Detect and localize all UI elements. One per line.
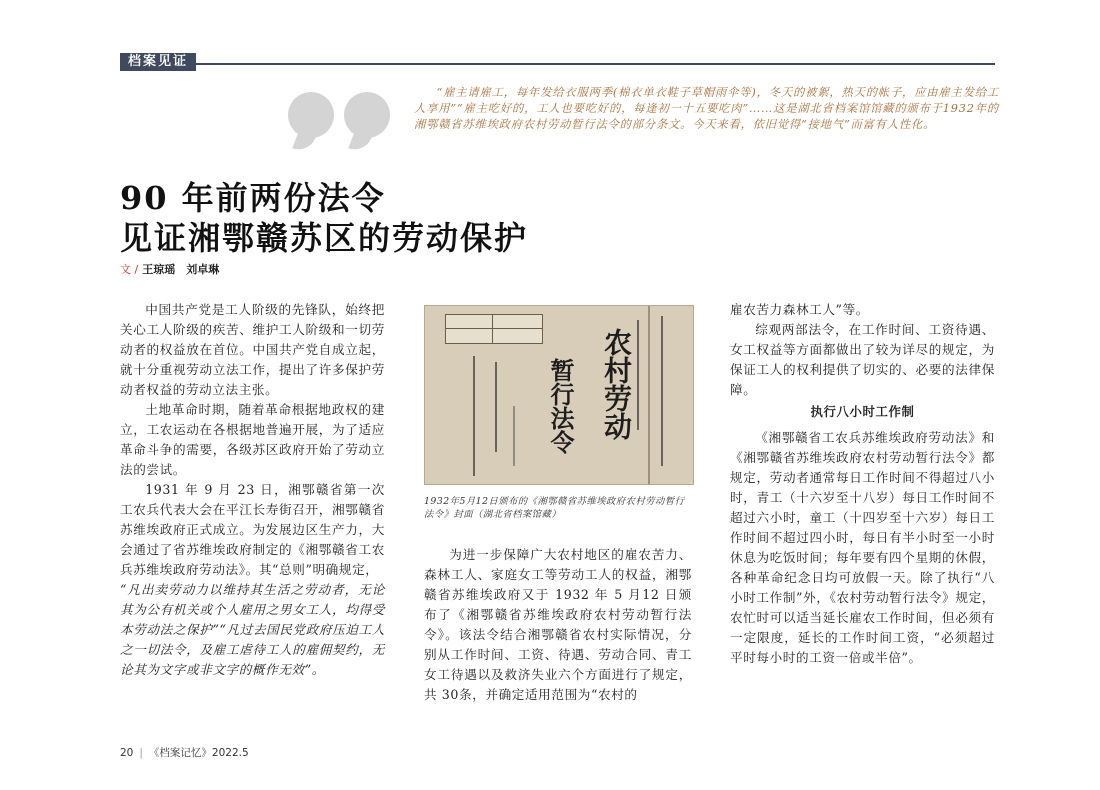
section-tag: 档案见证 [120, 53, 196, 71]
ink-column [637, 320, 639, 430]
section-rule [120, 63, 995, 65]
paragraph: 为进一步保障广大农村地区的雇农苦力、森林工人、家庭女工等劳动工人的权益，湘鄂赣省苏维埃政府又于 1932 年 5 月12 日颁布了《湘鄂赣省苏维埃政府农村劳动暂行法令》。该法令结合湘鄂赣省农村实际情况，分别从工作时间、工资、待遇、劳动合同、青工女工待遇以及救济失业六个方面进行了规定，共 30条，并确定适用范围为“农村的 [424, 547, 692, 702]
title-line-1: 90 年前两份法令 [120, 179, 386, 217]
column-3 [730, 300, 995, 668]
column-2 [424, 545, 692, 705]
paragraph: 1931 年 9 月 23 日，湘鄂赣省第一次工农兵代表大会在平江长寿街召开，湘鄂赣省苏维埃政府正式成立。为发展边区生产力，大会通过了省苏维埃政府制定的《湘鄂赣省工农兵苏维埃政府劳动法》。其“总则”明确规定， [120, 482, 385, 577]
page-number: 20 [120, 747, 134, 759]
book-spine [648, 306, 650, 484]
column-1 [120, 300, 385, 680]
paragraph: 《湘鄂赣省工农兵苏维埃政府劳动法》和《湘鄂赣省苏维埃政府农村劳动暂行法令》都规定，劳动者通常每日工作时间不得超过八小时，青工（十六岁至十八岁）每日工作时间不超过六小时，童工（十四岁至十六岁）每日工作时间不超过四小时，每日有半小时至一小时休息为吃饭时间；每年要有四个星期的休假，各种革命纪念日均可放假一天。除了执行“八小时工作制”外，《农村劳动暂行法令》规定，农忙时可以适当延长雇农工作时间，但必须有一定限度，延长的工作时间工资，“必须超过平时每小时的工资一倍或半倍”。 [730, 430, 995, 665]
document-cover-photo [424, 305, 694, 485]
ink-column [661, 316, 663, 466]
page-footer: 20 | 《档案记忆》2022.5 [120, 747, 249, 759]
paragraph: 土地革命时期，随着革命根据地政权的建立，工农运动在各根据地普遍开展，为了适应革命斗争的需要，各级苏区政府开始了劳动立法的尝试。 [120, 402, 385, 477]
ink-column [495, 362, 497, 452]
ink-column [513, 406, 515, 466]
magazine-issue: 《档案记忆》2022.5 [148, 747, 249, 759]
archive-stamp [445, 314, 543, 344]
quote-mark-icon [344, 92, 390, 138]
paragraph-continued: 雇农苦力森林工人”等。 [730, 302, 869, 317]
ink-column [473, 356, 475, 476]
byline-authors: 王琼瑶 刘卓琳 [142, 263, 220, 276]
paragraph-quote: “凡出卖劳动力以维持其生活之劳动者，无论其为公有机关或个人雇用之男女工人，均得受本劳动法之保护”“凡过去国民党政府压迫工人之一切法令，及雇工虐待工人的雇佣契约，无论其为文字或非文字的概作无效”。 [120, 582, 385, 677]
photo-caption: 1932年5月12日颁布的《湘鄂赣省苏维埃政府农村劳动暂行法令》封面（湖北省档案馆藏） [424, 496, 685, 520]
section-subhead: 执行八小时工作制 [810, 404, 915, 419]
paragraph: 中国共产党是工人阶级的先锋队，始终把关心工人阶级的疾苦、维护工人阶级和一切劳动者的权益放在首位。中国共产党自成立起，就十分重视劳动立法工作，提出了许多保护劳动者权益的劳动立法主张。 [120, 302, 385, 397]
quote-mark-icon [288, 92, 334, 138]
lede-paragraph: “雇主请雇工，每年发给衣服两季(棉衣单衣鞋子草帽雨伞等)，冬天的被絮，热天的帐子，应由雇主发给工人享用”“雇主吃好的，工人也要吃好的，每逢初一十五要吃肉”……这是湖北省档案馆馆藏的颁布于1932年的湘鄂赣省苏维埃政府农村劳动暂行法令的部分条文。今天来看，依旧觉得“接地气”而富有人性化。 [414, 86, 999, 132]
title-line-2: 见证湘鄂赣苏区的劳动保护 [120, 219, 529, 257]
byline [120, 261, 219, 277]
paragraph: 综观两部法令，在工作时间、工资待遇、女工权益等方面都做出了较为详尽的规定，为保证工人的权利提供了切实的、必要的法律保障。 [730, 322, 995, 397]
photo-subtitle-text: 暂行法令 [546, 358, 575, 454]
photo-title-text: 农村劳动 [600, 328, 633, 440]
article-title [120, 178, 528, 258]
byline-prefix: 文 / [120, 263, 139, 276]
